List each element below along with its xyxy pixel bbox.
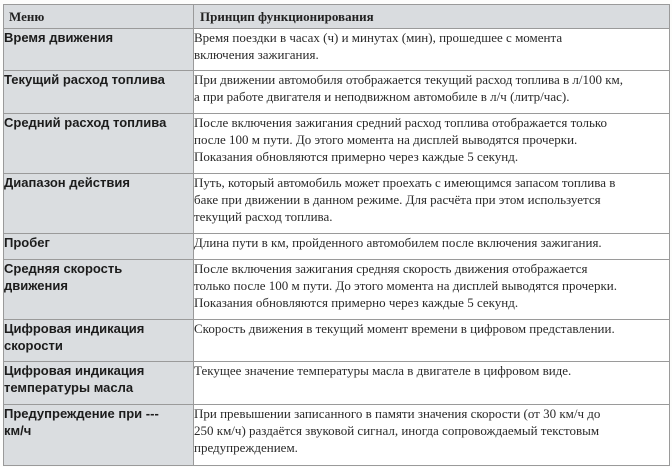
description-cell: При движении автомобиля отображается текущий расход топлива в л/100 км, а при работе двигателя и неподвижном автомобиле в л/ч (литр/час). xyxy=(194,71,670,114)
description-cell: Текущее значение температуры масла в двигателе в цифровом виде. xyxy=(194,362,670,405)
description-cell: После включения зажигания средний расход топлива отображается только после 100 м пути. До этого момента на дисплей выводятся прочерки. Показания обновляются примерно через каждые 5 секунд. xyxy=(194,114,670,174)
table-row xyxy=(4,174,670,234)
table-row xyxy=(4,405,670,466)
table-row xyxy=(4,260,670,320)
menu-cell: Диапазон действия xyxy=(4,174,194,234)
table-header-row xyxy=(4,5,670,29)
menu-cell: Время движения xyxy=(4,29,194,71)
menu-cell: Цифровая индикация температуры масла xyxy=(4,362,194,405)
description-cell: Скорость движения в текущий момент времени в цифровом представлении. xyxy=(194,320,670,362)
menu-cell: Средняя скорость движения xyxy=(4,260,194,320)
description-cell: После включения зажигания средняя скорость движения отображается только после 100 м пути. До этого момента на дисплей выводятся прочерки. Показания обновляются примерно через каждые 5 секунд. xyxy=(194,260,670,320)
description-cell: Время поездки в часах (ч) и минутах (мин), прошедшее с момента включения зажигания. xyxy=(194,29,670,71)
description-cell: Путь, который автомобиль может проехать с имеющимся запасом топлива в баке при движении в данном режиме. Для расчёта при этом используется текущий расход топлива. xyxy=(194,174,670,234)
table-row xyxy=(4,320,670,362)
description-cell: При превышении записанного в памяти значения скорости (от 30 км/ч до 250 км/ч) раздаётся звуковой сигнал, иногда сопровождаемый текстовым предупреждением. xyxy=(194,405,670,466)
menu-cell: Цифровая индикация скорости xyxy=(4,320,194,362)
menu-cell: Предупреждение при --- км/ч xyxy=(4,405,194,466)
menu-cell: Текущий расход топлива xyxy=(4,71,194,114)
menu-cell: Средний расход топлива xyxy=(4,114,194,174)
table-row xyxy=(4,29,670,71)
description-cell: Длина пути в км, пройденного автомобилем после включения зажигания. xyxy=(194,234,670,260)
table-row xyxy=(4,114,670,174)
header-menu: Меню xyxy=(4,5,194,29)
header-principle: Принцип функционирования xyxy=(194,5,670,29)
function-table xyxy=(3,4,670,466)
table-row xyxy=(4,362,670,405)
table-row xyxy=(4,234,670,260)
table-row xyxy=(4,71,670,114)
menu-cell: Пробег xyxy=(4,234,194,260)
